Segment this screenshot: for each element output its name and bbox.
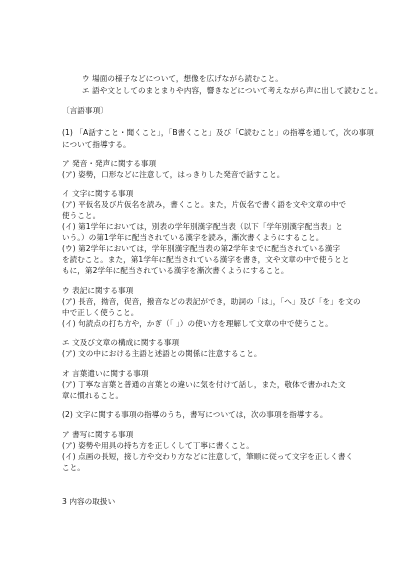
subsection-heading: エ 文及び文章の構成に関する事項 (62, 338, 180, 347)
text-line: (イ) 第1学年においては，別表の学年別漢字配当表（以下「学年別漢字配当表」と (62, 222, 343, 231)
text-line: 中で正しく使うこと。 (62, 308, 139, 317)
text-line: (ウ) 第2学年においては，学年別漢字配当表の第2学年までに配当されている漢字 (62, 244, 341, 253)
subsection-heading: ア 書写に関する事項 (62, 430, 134, 439)
section-heading: 3 内容の取扱い (62, 497, 116, 506)
text-line: ウ 場面の様子などについて，想像を広げながら読むこと。 (82, 74, 283, 83)
text-line: (2) 文字に関する事項の指導のうち，書写については，次の事項を指導する。 (62, 410, 328, 419)
text-line: 章に慣れること。 (62, 391, 124, 400)
text-line: もに，第2学年に配当されている漢字を漸次書くようにすること。 (62, 266, 289, 275)
subsection-heading: イ 文字に関する事項 (62, 189, 134, 198)
text-line: エ 語や文としてのまとまりや内容，響きなどについて考えながら声に出して読むこと。 (82, 86, 383, 95)
text-line: (ア) 文の中における主語と述語との関係に注意すること。 (62, 349, 262, 358)
text-line: について指導する。 (62, 140, 131, 149)
text-line: (ア) 姿勢や用具の持ち方を正しくして丁寧に書くこと。 (62, 441, 254, 450)
subsection-heading: ア 発音・発声に関する事項 (62, 159, 157, 168)
text-line: こと。 (62, 463, 85, 472)
text-line: (ア) 平仮名及び片仮名を読み，書くこと。また，片仮名で書く語を文や文章の中で (62, 200, 347, 209)
text-line: いう。）の第1学年に配当されている漢字を読み，漸次書くようにすること。 (62, 233, 324, 242)
text-line: (ア) 丁寧な言葉と普通の言葉との違いに気を付けて話し，また，敬体で書かれた文 (62, 380, 346, 389)
text-line: 使うこと。 (62, 211, 101, 220)
text-line: (イ) 点画の長短，接し方や交わり方などに注意して，筆順に従って文字を正しく書く (62, 452, 354, 461)
text-line: (イ) 句読点の打ち方や，かぎ（「 」）の使い方を理解して文章の中で使うこと。 (62, 319, 333, 328)
text-line: (ア) 長音，拗音，促音，撥音などの表記ができ，助詞の「は」，「へ」及び「を」を文の (62, 297, 361, 306)
section-heading: 〔言語事項〕 (62, 106, 108, 115)
text-line: (ア) 姿勢，口形などに注意して，はっきりした発音で話すこと。 (62, 170, 285, 179)
text-line: (1) 「A話すこと・聞くこと」，「B書くこと」及び「C読むこと」の指導を通して，次の事項 (62, 128, 374, 137)
subsection-heading: ウ 表記に関する事項 (62, 286, 134, 295)
subsection-heading: オ 言葉遣いに関する事項 (62, 369, 149, 378)
text-line: を読むこと。また，第1学年に配当されている漢字を書き，文や文章の中で使うとと (62, 255, 350, 264)
